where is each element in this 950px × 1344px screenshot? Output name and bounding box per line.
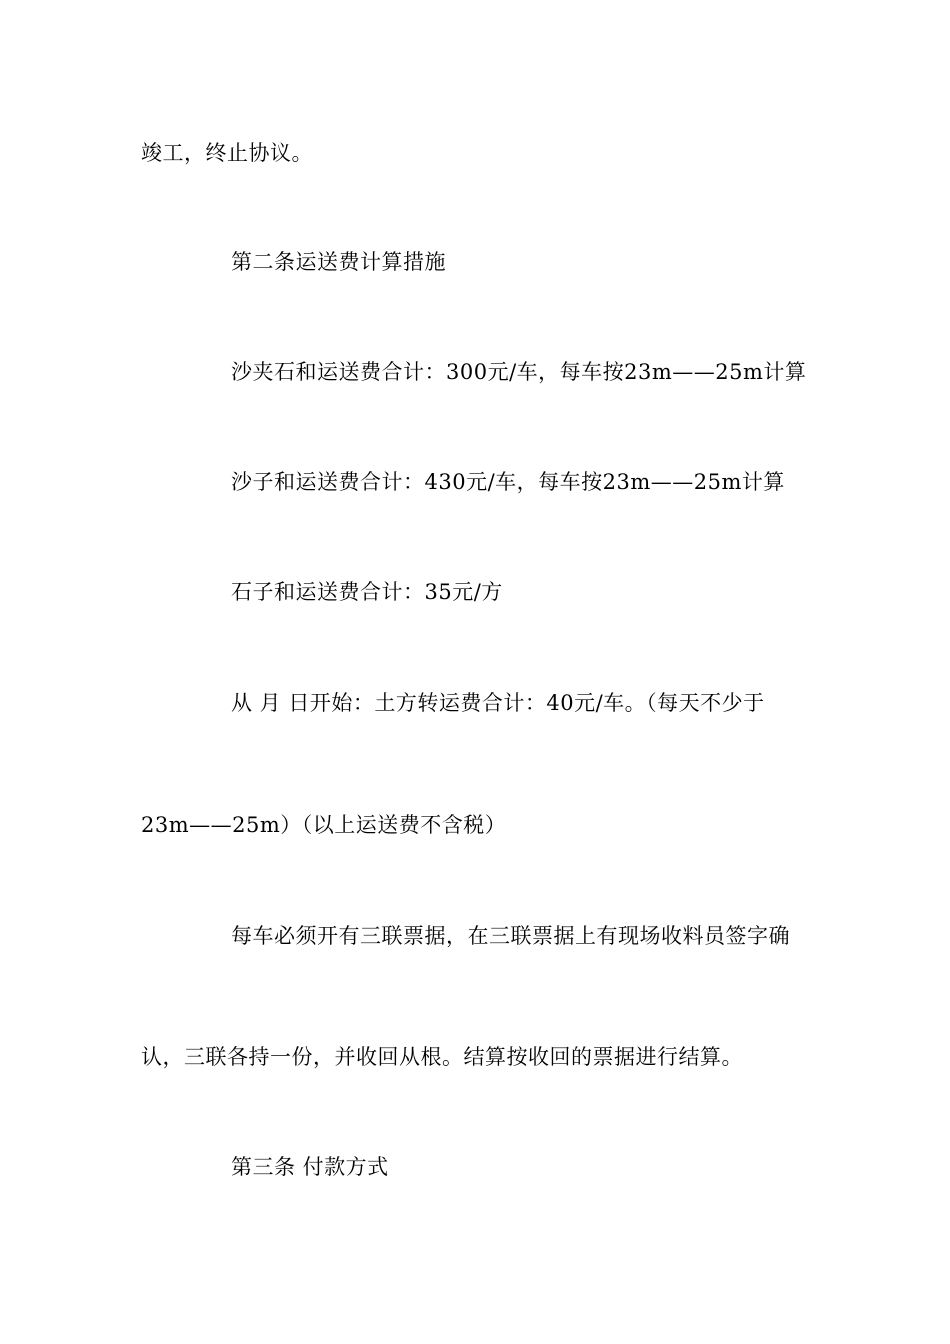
text-line-sand-fee: 沙子和运送费合计：430元/车，每车按23m——25m计算 — [231, 470, 785, 494]
article-three-heading: 第三条 付款方式 — [231, 1155, 389, 1179]
text-line-sand-gravel-fee: 沙夹石和运送费合计：300元/车，每车按23m——25m计算 — [231, 360, 807, 384]
text-line-receipt-rule: 每车必须开有三联票据，在三联票据上有现场收料员签字确 — [231, 924, 790, 948]
text-line-earthwork-fee-cont: 23m——25m）（以上运送费不含税） — [141, 813, 507, 837]
text-line-stone-fee: 石子和运送费合计：35元/方 — [231, 580, 503, 604]
text-line-earthwork-fee: 从 月 日开始：土方转运费合计：40元/车。（每天不少于 — [231, 691, 765, 715]
article-two-heading: 第二条运送费计算措施 — [231, 250, 446, 274]
text-line-completion: 竣工，终止协议。 — [141, 141, 313, 165]
text-line-receipt-rule-cont: 认，三联各持一份，并收回从根。结算按收回的票据进行结算。 — [141, 1045, 743, 1069]
